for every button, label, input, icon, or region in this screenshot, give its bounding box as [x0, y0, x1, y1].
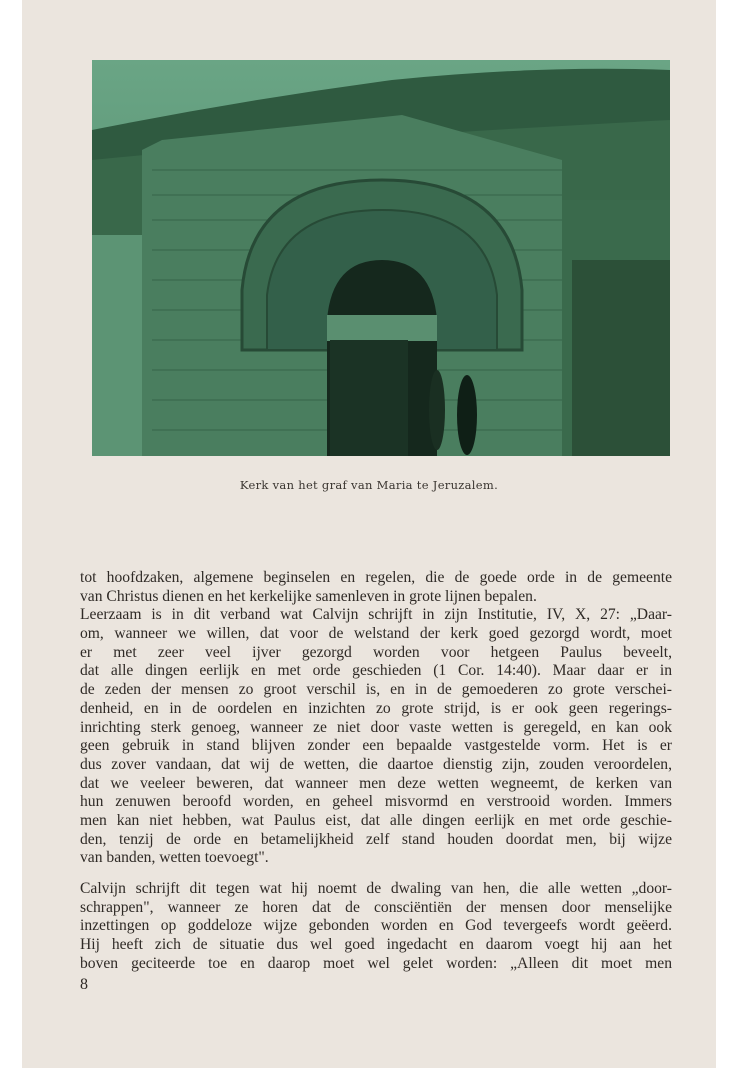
text-line: dat we veeleer beweren, dat wanneer men deze wetten wegneemt, de kerken van	[80, 774, 672, 792]
paragraph-1	[80, 569, 672, 868]
figure-caption: Kerk van het graf van Maria te Jeruzalem.	[239, 478, 499, 492]
text-line: van Christus dienen en het kerkelijke samenleven in grote lijnen bepalen.	[80, 587, 537, 605]
text-line: boven geciteerde toe en daarop moet wel gelet worden: „Alleen dit moet men	[80, 954, 672, 972]
text-line: denheid, en in de oordelen en inzichten zo grote strijd, is er ook geen regerings-	[80, 699, 672, 717]
text-line: Hij heeft zich de situatie dus wel goed ingedacht en daarom voegt hij aan het	[80, 936, 672, 954]
text-line: dus zover vandaan, dat wij de wetten, die daartoe dienstig zijn, zouden veroordelen,	[80, 755, 672, 773]
text-line: van banden, wetten toevoegt".	[80, 849, 269, 867]
text-line: dat alle dingen eerlijk en met orde geschieden (1 Cor. 14:40). Maar daar er in	[80, 662, 672, 680]
church-facade-image	[92, 60, 670, 456]
text-line: schrappen", wanneer ze horen dat de consciëntiën der mensen door menselijke	[80, 898, 672, 916]
text-line: tot hoofdzaken, algemene beginselen en regelen, die de goede orde in de gemeente	[80, 569, 672, 586]
page-number: 8	[80, 976, 88, 993]
church-photo	[92, 60, 670, 456]
text-line: men kan niet hebben, wat Paulus eist, dat alle dingen eerlijk en met orde geschie-	[80, 811, 672, 829]
text-line: geen gebruik in stand blijven zonder een bepaalde vastgestelde vorm. Het is er	[80, 737, 672, 755]
text-line: inrichting sterk genoeg, wanneer ze niet door vaste wetten is geregeld, en kan ook	[80, 718, 672, 736]
text-line: Calvijn schrijft dit tegen wat hij noemt de dwaling van hen, die alle wetten „door-	[80, 880, 672, 897]
text-line: den, tenzij de orde en betamelijkheid zelf stand houden doordat men, bij wijze	[80, 830, 672, 848]
text-line: er met zeer veel ijver gezorgd worden voor hetgeen Paulus beveelt,	[80, 643, 672, 661]
text-line: de zeden der mensen zo groot verschil is, en in de gemoederen zo grote verschei-	[80, 681, 672, 699]
text-line: om, wanneer we willen, dat voor de welstand der kerk goed gezorgd wordt, moet	[80, 625, 672, 643]
text-line: hun zenuwen beroofd worden, en geheel misvormd en verstrooid worden. Immers	[80, 793, 672, 811]
text-line: inzettingen op goddeloze wijze gebonden worden en God tevergeefs wordt geëerd.	[80, 917, 672, 935]
text-line: Leerzaam is in dit verband wat Calvijn schrijft in zijn Institutie, IV, X, 27: „Daar-	[80, 606, 672, 624]
paragraph-2	[80, 880, 672, 973]
